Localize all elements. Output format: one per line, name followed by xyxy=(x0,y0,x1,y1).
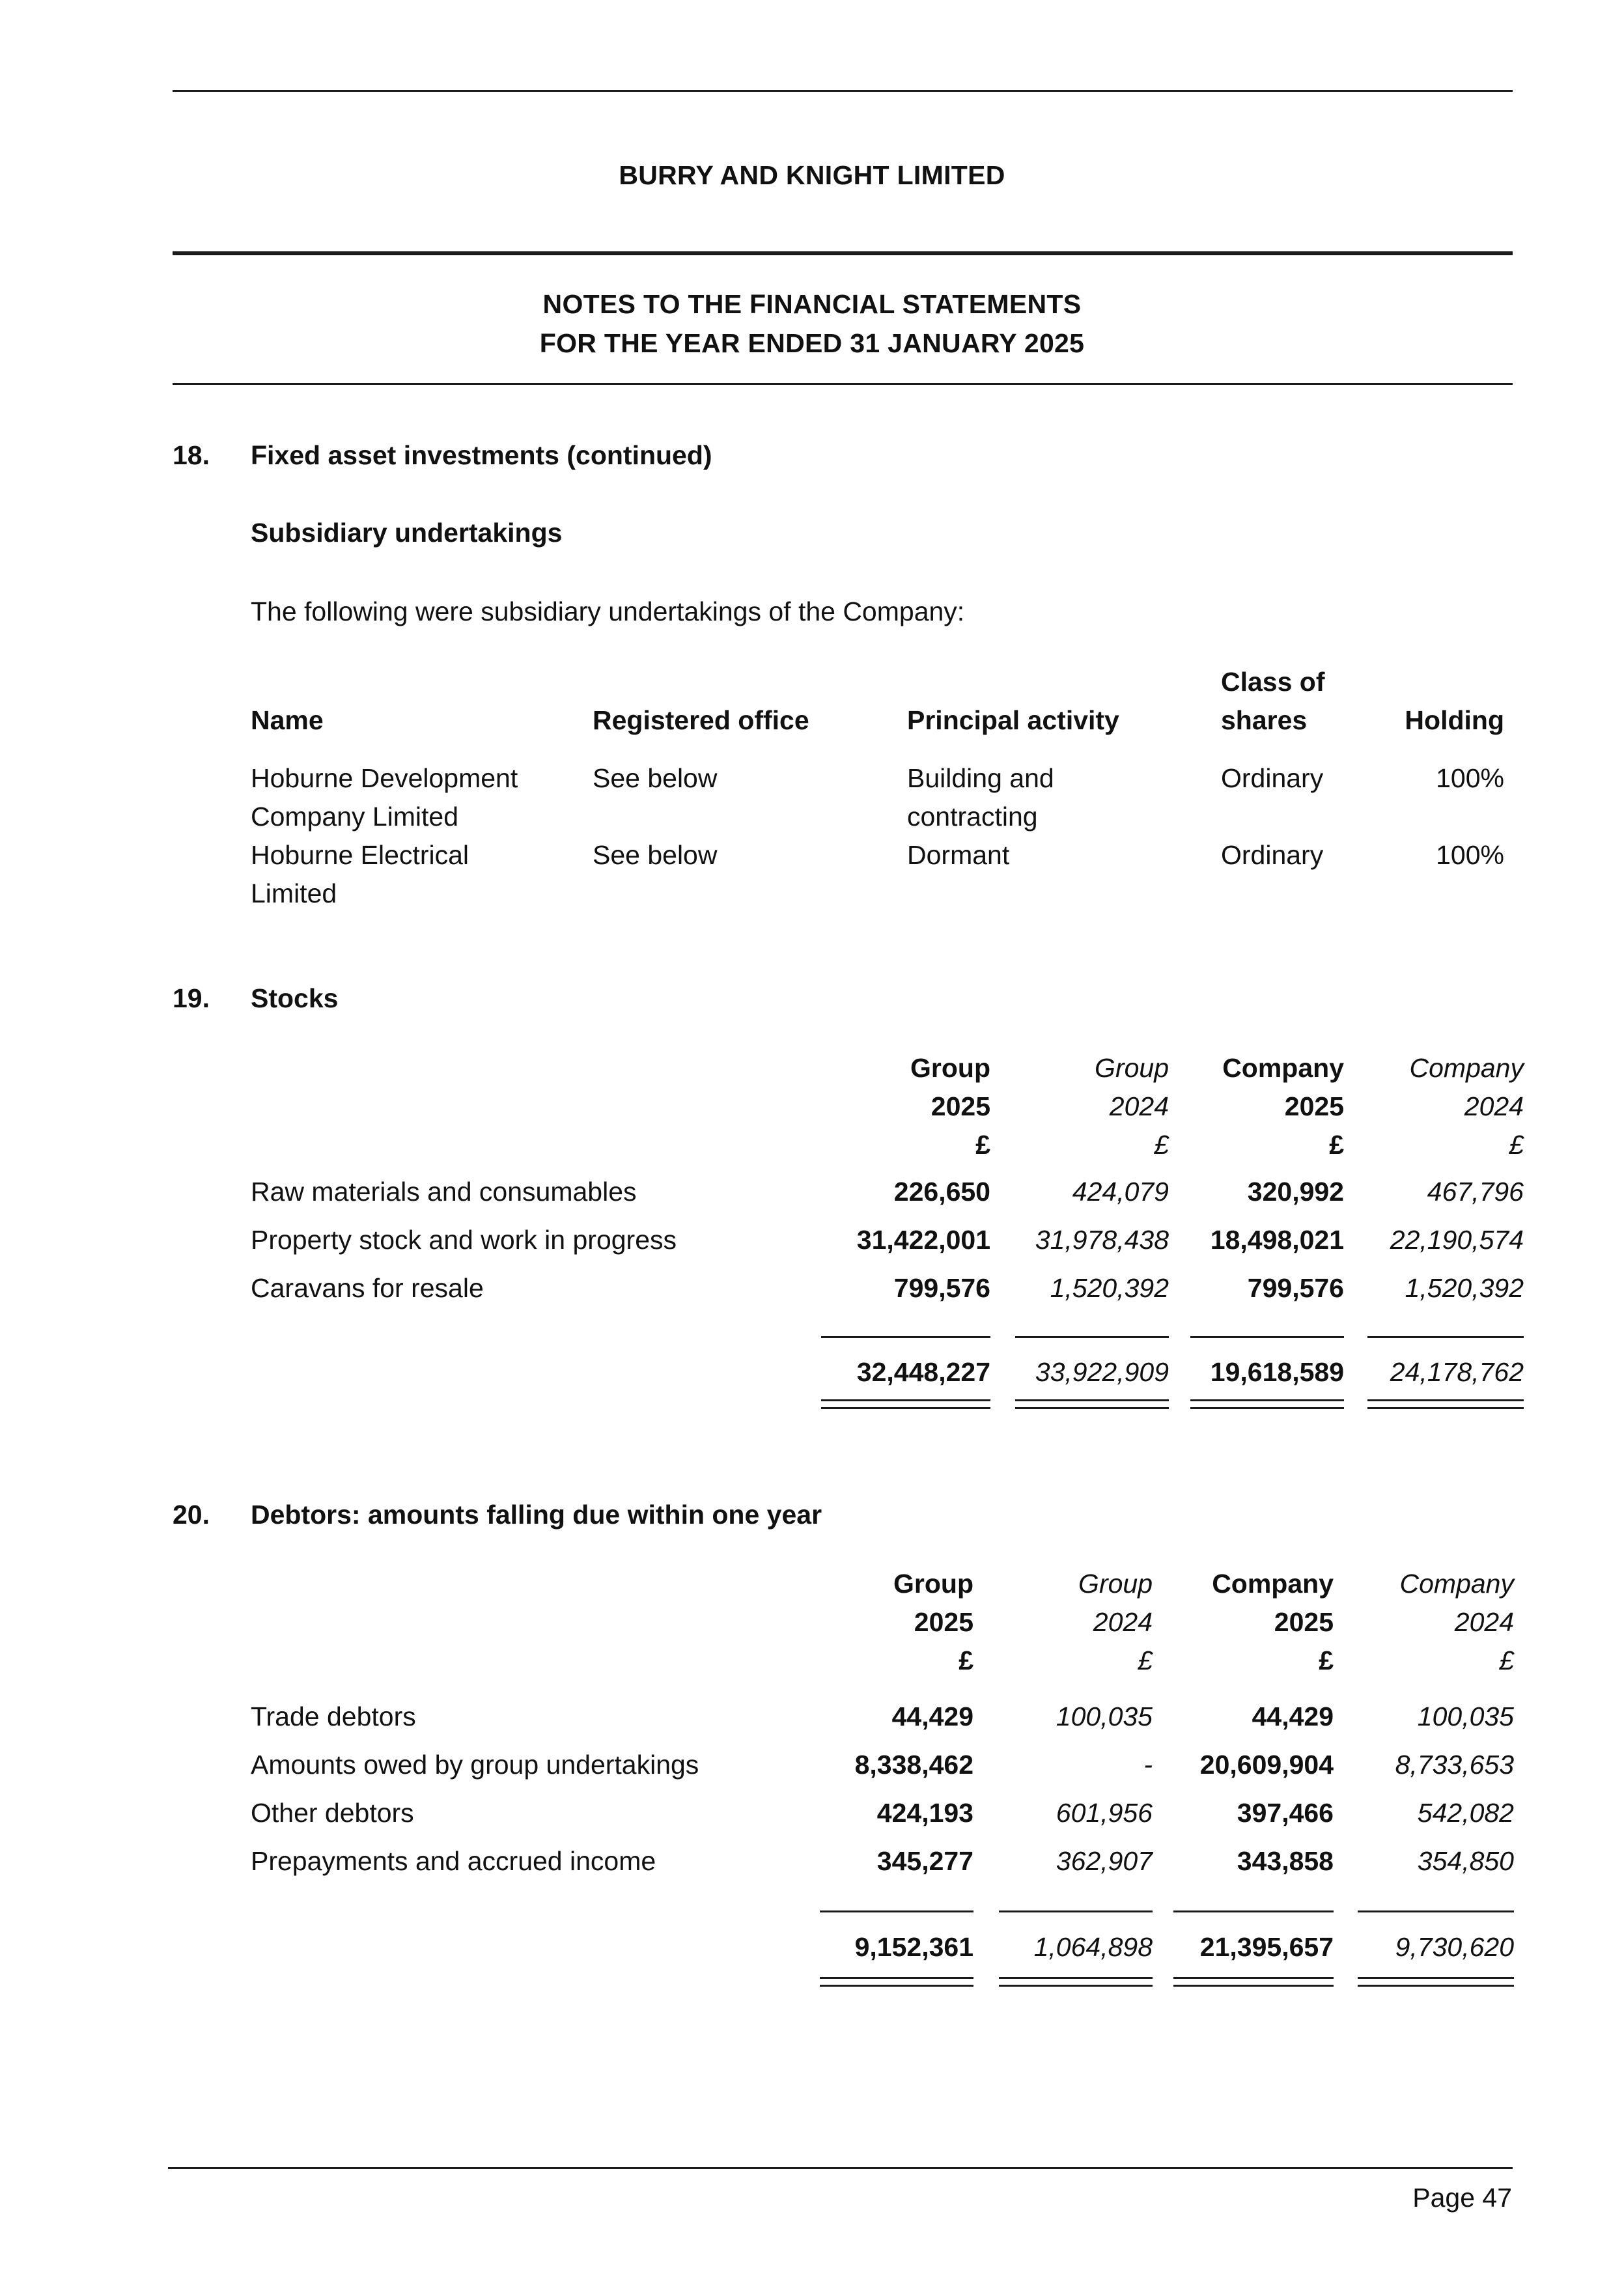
subsidiary-office: See below xyxy=(593,763,718,793)
subtotal-rule xyxy=(999,1910,1153,1912)
table-cell: 100,035 xyxy=(1056,1701,1153,1731)
row-label: Trade debtors xyxy=(251,1701,416,1731)
subsidiary-name-line2: Company Limited xyxy=(251,802,459,832)
table-cell: 22,190,574 xyxy=(1390,1225,1524,1255)
total-double-rule-bottom xyxy=(1173,1985,1334,1987)
col-header-currency: £ xyxy=(959,1645,973,1675)
table-cell: 320,992 xyxy=(1247,1177,1344,1207)
col-header-currency: £ xyxy=(1319,1645,1334,1675)
col-header-registered-office: Registered office xyxy=(593,705,809,735)
period-title: FOR THE YEAR ENDED 31 JANUARY 2025 xyxy=(539,328,1085,358)
subsidiary-holding: 100% xyxy=(1436,840,1504,870)
subsidiary-name-line2: Limited xyxy=(251,878,337,908)
table-cell: 18,498,021 xyxy=(1210,1225,1344,1255)
total-cell: 19,618,589 xyxy=(1210,1357,1344,1387)
total-double-rule-bottom xyxy=(999,1985,1153,1987)
row-label: Prepayments and accrued income xyxy=(251,1846,656,1876)
col-header-year: 2025 xyxy=(1274,1607,1334,1637)
subtotal-rule xyxy=(1173,1910,1334,1912)
footer-rule xyxy=(168,2167,1513,2169)
subsidiary-class: Ordinary xyxy=(1221,840,1324,870)
row-label: Raw materials and consumables xyxy=(251,1177,637,1207)
table-cell: 542,082 xyxy=(1417,1798,1514,1828)
table-cell: - xyxy=(1143,1750,1153,1780)
subsidiary-activity-line2: contracting xyxy=(907,802,1038,832)
col-header-label: Group xyxy=(1095,1053,1169,1083)
subsidiary-activity-line1: Building and xyxy=(907,763,1054,793)
row-label: Other debtors xyxy=(251,1798,414,1828)
col-header-label: Company xyxy=(1212,1569,1334,1599)
table-cell: 467,796 xyxy=(1427,1177,1524,1207)
subsidiary-office: See below xyxy=(593,840,718,870)
table-cell: 8,338,462 xyxy=(854,1750,973,1780)
col-header-currency: £ xyxy=(1154,1130,1169,1160)
table-cell: 31,978,438 xyxy=(1035,1225,1169,1255)
total-double-rule-bottom xyxy=(1190,1407,1344,1409)
col-header-year: 2024 xyxy=(1109,1091,1169,1121)
total-double-rule-bottom xyxy=(1358,1985,1514,1987)
top-rule xyxy=(173,90,1513,92)
total-cell: 9,730,620 xyxy=(1395,1932,1514,1962)
col-header-label: Group xyxy=(893,1569,973,1599)
col-header-class-line2: shares xyxy=(1221,705,1308,735)
table-cell: 20,609,904 xyxy=(1199,1750,1334,1780)
col-header-currency: £ xyxy=(975,1130,990,1160)
table-cell: 226,650 xyxy=(893,1177,990,1207)
total-double-rule-top xyxy=(1015,1399,1169,1401)
col-header-year: 2024 xyxy=(1093,1607,1153,1637)
table-cell: 799,576 xyxy=(1247,1273,1344,1303)
header-thick-rule xyxy=(173,251,1513,255)
total-cell: 9,152,361 xyxy=(854,1932,973,1962)
note20-number: 20. xyxy=(173,1500,210,1530)
total-double-rule-top xyxy=(1190,1399,1344,1401)
total-double-rule-bottom xyxy=(1015,1407,1169,1409)
col-header-currency: £ xyxy=(1499,1645,1514,1675)
table-cell: 44,429 xyxy=(891,1701,973,1731)
col-header-label: Group xyxy=(910,1053,990,1083)
table-cell: 8,733,653 xyxy=(1395,1750,1514,1780)
subtotal-rule xyxy=(821,1336,990,1338)
total-double-rule-top xyxy=(1173,1977,1334,1979)
note19-number: 19. xyxy=(173,983,210,1013)
total-double-rule-bottom xyxy=(820,1985,973,1987)
total-cell: 24,178,762 xyxy=(1390,1357,1524,1387)
col-header-year: 2025 xyxy=(931,1091,990,1121)
subsidiary-name-line1: Hoburne Development xyxy=(251,763,518,793)
total-double-rule-bottom xyxy=(1367,1407,1524,1409)
total-double-rule-top xyxy=(1367,1399,1524,1401)
subsidiary-holding: 100% xyxy=(1436,763,1504,793)
table-cell: 799,576 xyxy=(893,1273,990,1303)
total-cell: 21,395,657 xyxy=(1199,1932,1334,1962)
col-header-currency: £ xyxy=(1509,1130,1524,1160)
col-header-label: Company xyxy=(1399,1569,1514,1599)
total-cell: 1,064,898 xyxy=(1033,1932,1153,1962)
table-cell: 424,079 xyxy=(1072,1177,1169,1207)
total-double-rule-bottom xyxy=(821,1407,990,1409)
table-cell: 345,277 xyxy=(876,1846,973,1876)
total-cell: 33,922,909 xyxy=(1035,1357,1169,1387)
note18-number: 18. xyxy=(173,440,210,470)
table-cell: 1,520,392 xyxy=(1405,1273,1524,1303)
table-cell: 100,035 xyxy=(1417,1701,1514,1731)
table-cell: 1,520,392 xyxy=(1050,1273,1169,1303)
subtotal-rule xyxy=(1358,1910,1514,1912)
note19-title: Stocks xyxy=(251,983,339,1013)
row-label: Amounts owed by group undertakings xyxy=(251,1750,699,1780)
subsidiary-activity-line1: Dormant xyxy=(907,840,1010,870)
col-header-holding: Holding xyxy=(1405,705,1504,735)
col-header-year: 2024 xyxy=(1454,1607,1514,1637)
col-header-principal-activity: Principal activity xyxy=(907,705,1119,735)
total-double-rule-top xyxy=(821,1399,990,1401)
subtotal-rule xyxy=(820,1910,973,1912)
row-label: Property stock and work in progress xyxy=(251,1225,677,1255)
table-cell: 44,429 xyxy=(1252,1701,1334,1731)
table-cell: 31,422,001 xyxy=(856,1225,990,1255)
note18-title: Fixed asset investments (continued) xyxy=(251,440,712,470)
subsidiary-class: Ordinary xyxy=(1221,763,1324,793)
note18-subtitle: Subsidiary undertakings xyxy=(251,518,563,548)
total-double-rule-top xyxy=(999,1977,1153,1979)
note20-title: Debtors: amounts falling due within one year xyxy=(251,1500,822,1530)
total-cell: 32,448,227 xyxy=(856,1357,990,1387)
table-cell: 601,956 xyxy=(1056,1798,1153,1828)
note18-intro: The following were subsidiary undertakings of the Company: xyxy=(251,596,965,626)
table-cell: 354,850 xyxy=(1417,1846,1514,1876)
company-name: BURRY AND KNIGHT LIMITED xyxy=(619,160,1005,190)
row-label: Caravans for resale xyxy=(251,1273,484,1303)
col-header-label: Group xyxy=(1078,1569,1153,1599)
subtotal-rule xyxy=(1190,1336,1344,1338)
col-header-name: Name xyxy=(251,705,324,735)
total-double-rule-top xyxy=(1358,1977,1514,1979)
header-bottom-rule xyxy=(173,383,1513,385)
table-cell: 424,193 xyxy=(876,1798,973,1828)
notes-title: NOTES TO THE FINANCIAL STATEMENTS xyxy=(542,289,1082,319)
table-cell: 362,907 xyxy=(1056,1846,1153,1876)
col-header-year: 2024 xyxy=(1464,1091,1524,1121)
col-header-currency: £ xyxy=(1138,1645,1153,1675)
subtotal-rule xyxy=(1015,1336,1169,1338)
subsidiary-name-line1: Hoburne Electrical xyxy=(251,840,469,870)
col-header-label: Company xyxy=(1222,1053,1344,1083)
col-header-class-line1: Class of xyxy=(1221,667,1325,697)
col-header-currency: £ xyxy=(1329,1130,1344,1160)
col-header-label: Company xyxy=(1409,1053,1524,1083)
table-cell: 343,858 xyxy=(1237,1846,1334,1876)
total-double-rule-top xyxy=(820,1977,973,1979)
col-header-year: 2025 xyxy=(1284,1091,1344,1121)
table-cell: 397,466 xyxy=(1237,1798,1334,1828)
col-header-year: 2025 xyxy=(914,1607,973,1637)
page-number: Page 47 xyxy=(1412,2183,1512,2213)
subtotal-rule xyxy=(1367,1336,1524,1338)
